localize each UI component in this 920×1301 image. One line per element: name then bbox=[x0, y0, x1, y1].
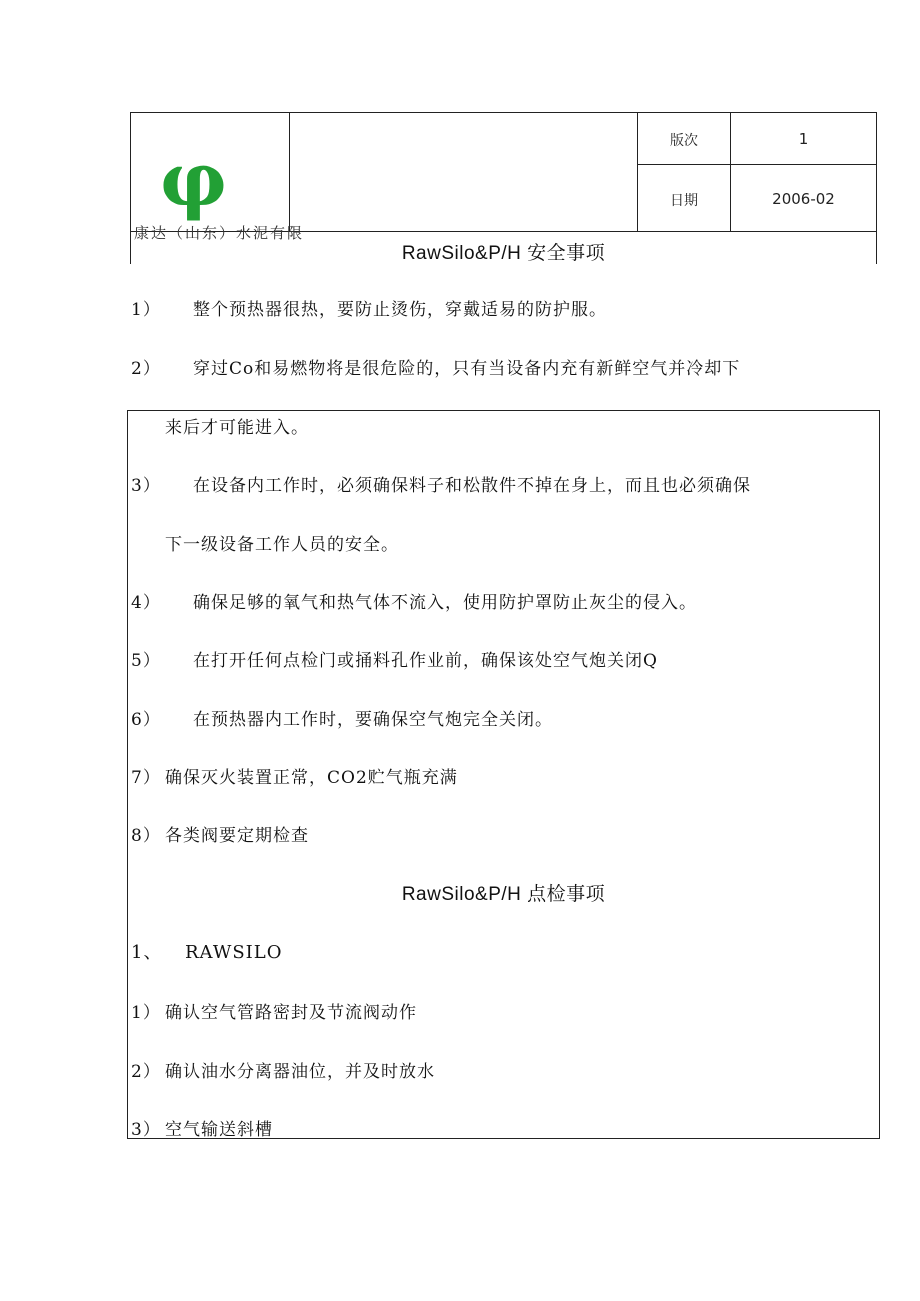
date-label: 日期 bbox=[670, 193, 698, 209]
item-text: 穿过Co和易燃物将是很危险的，只有当设备内充有新鲜空气并冷却下 bbox=[193, 359, 741, 379]
inspection-item bbox=[131, 1057, 435, 1082]
item-number: 3） bbox=[131, 476, 161, 496]
header-top-border bbox=[130, 112, 877, 113]
section-heading bbox=[131, 938, 282, 964]
item-number: 4） bbox=[131, 593, 161, 613]
inspection-item bbox=[131, 1115, 273, 1140]
item-text: 在设备内工作时，必须确保料子和松散件不掉在身上，而且也必须确保 bbox=[193, 476, 751, 496]
item-number: 1） bbox=[131, 300, 161, 320]
item-number: 2） bbox=[131, 359, 161, 379]
safety-item bbox=[131, 646, 658, 671]
company-name: 康达（山东）水泥有限 bbox=[134, 224, 305, 242]
item-text: 确认油水分离器油位，并及时放水 bbox=[165, 1062, 435, 1082]
item-text: 在预热器内工作时，要确保空气炮完全关闭。 bbox=[193, 710, 553, 730]
item-text: 各类阀要定期检查 bbox=[165, 826, 309, 846]
item-text: 整个预热器很热，要防止烫伤，穿戴适易的防护服。 bbox=[193, 300, 607, 320]
item-text: 在打开任何点检门或捅料孔作业前，确保该处空气炮关闭Q bbox=[193, 651, 658, 671]
item-text: 来后才可能进入。 bbox=[165, 418, 309, 438]
item-text: 确保足够的氧气和热气体不流入，使用防护罩防止灰尘的侵入。 bbox=[193, 593, 697, 613]
safety-item bbox=[131, 588, 697, 613]
item-number: 2） bbox=[131, 1062, 161, 1082]
date-value: 2006-02 bbox=[772, 190, 835, 208]
version-value: 1 bbox=[798, 130, 809, 148]
safety-item bbox=[131, 295, 607, 320]
item-number: 6） bbox=[131, 710, 161, 730]
safety-item-continuation bbox=[165, 530, 399, 555]
item-number: 5） bbox=[131, 651, 161, 671]
item-number: 3） bbox=[131, 1120, 161, 1140]
safety-item bbox=[131, 471, 751, 496]
item-text: 下一级设备工作人员的安全。 bbox=[165, 535, 399, 555]
safety-item bbox=[131, 354, 740, 379]
item-number: 7） bbox=[131, 768, 161, 788]
header-row-divider bbox=[637, 164, 877, 165]
item-number: 1） bbox=[131, 1003, 161, 1023]
item-text: 确保灭火装置正常，CO2贮气瓶充满 bbox=[165, 768, 458, 788]
frame-right-border bbox=[879, 410, 880, 1139]
inspection-item bbox=[131, 998, 417, 1023]
item-text: 空气输送斜槽 bbox=[165, 1120, 273, 1140]
company-name-clip bbox=[131, 218, 305, 242]
item-number: 8） bbox=[131, 826, 161, 846]
company-logo: φ bbox=[160, 137, 227, 223]
frame-left-border bbox=[127, 410, 128, 1139]
safety-item-continuation bbox=[165, 413, 309, 438]
safety-item bbox=[131, 705, 553, 730]
inspection-title: RawSilo&P/H 点检事项 bbox=[401, 884, 606, 905]
safety-title: RawSilo&P/H 安全事项 bbox=[401, 243, 606, 264]
safety-item bbox=[131, 763, 458, 788]
frame-top-border bbox=[127, 410, 880, 411]
safety-item bbox=[131, 821, 309, 846]
version-label: 版次 bbox=[670, 133, 698, 149]
item-text: 确认空气管路密封及节流阀动作 bbox=[165, 1003, 417, 1023]
section-number: 1、 bbox=[131, 942, 163, 963]
section-name: RAWSILO bbox=[185, 942, 283, 963]
logo-cell-divider bbox=[289, 112, 290, 231]
